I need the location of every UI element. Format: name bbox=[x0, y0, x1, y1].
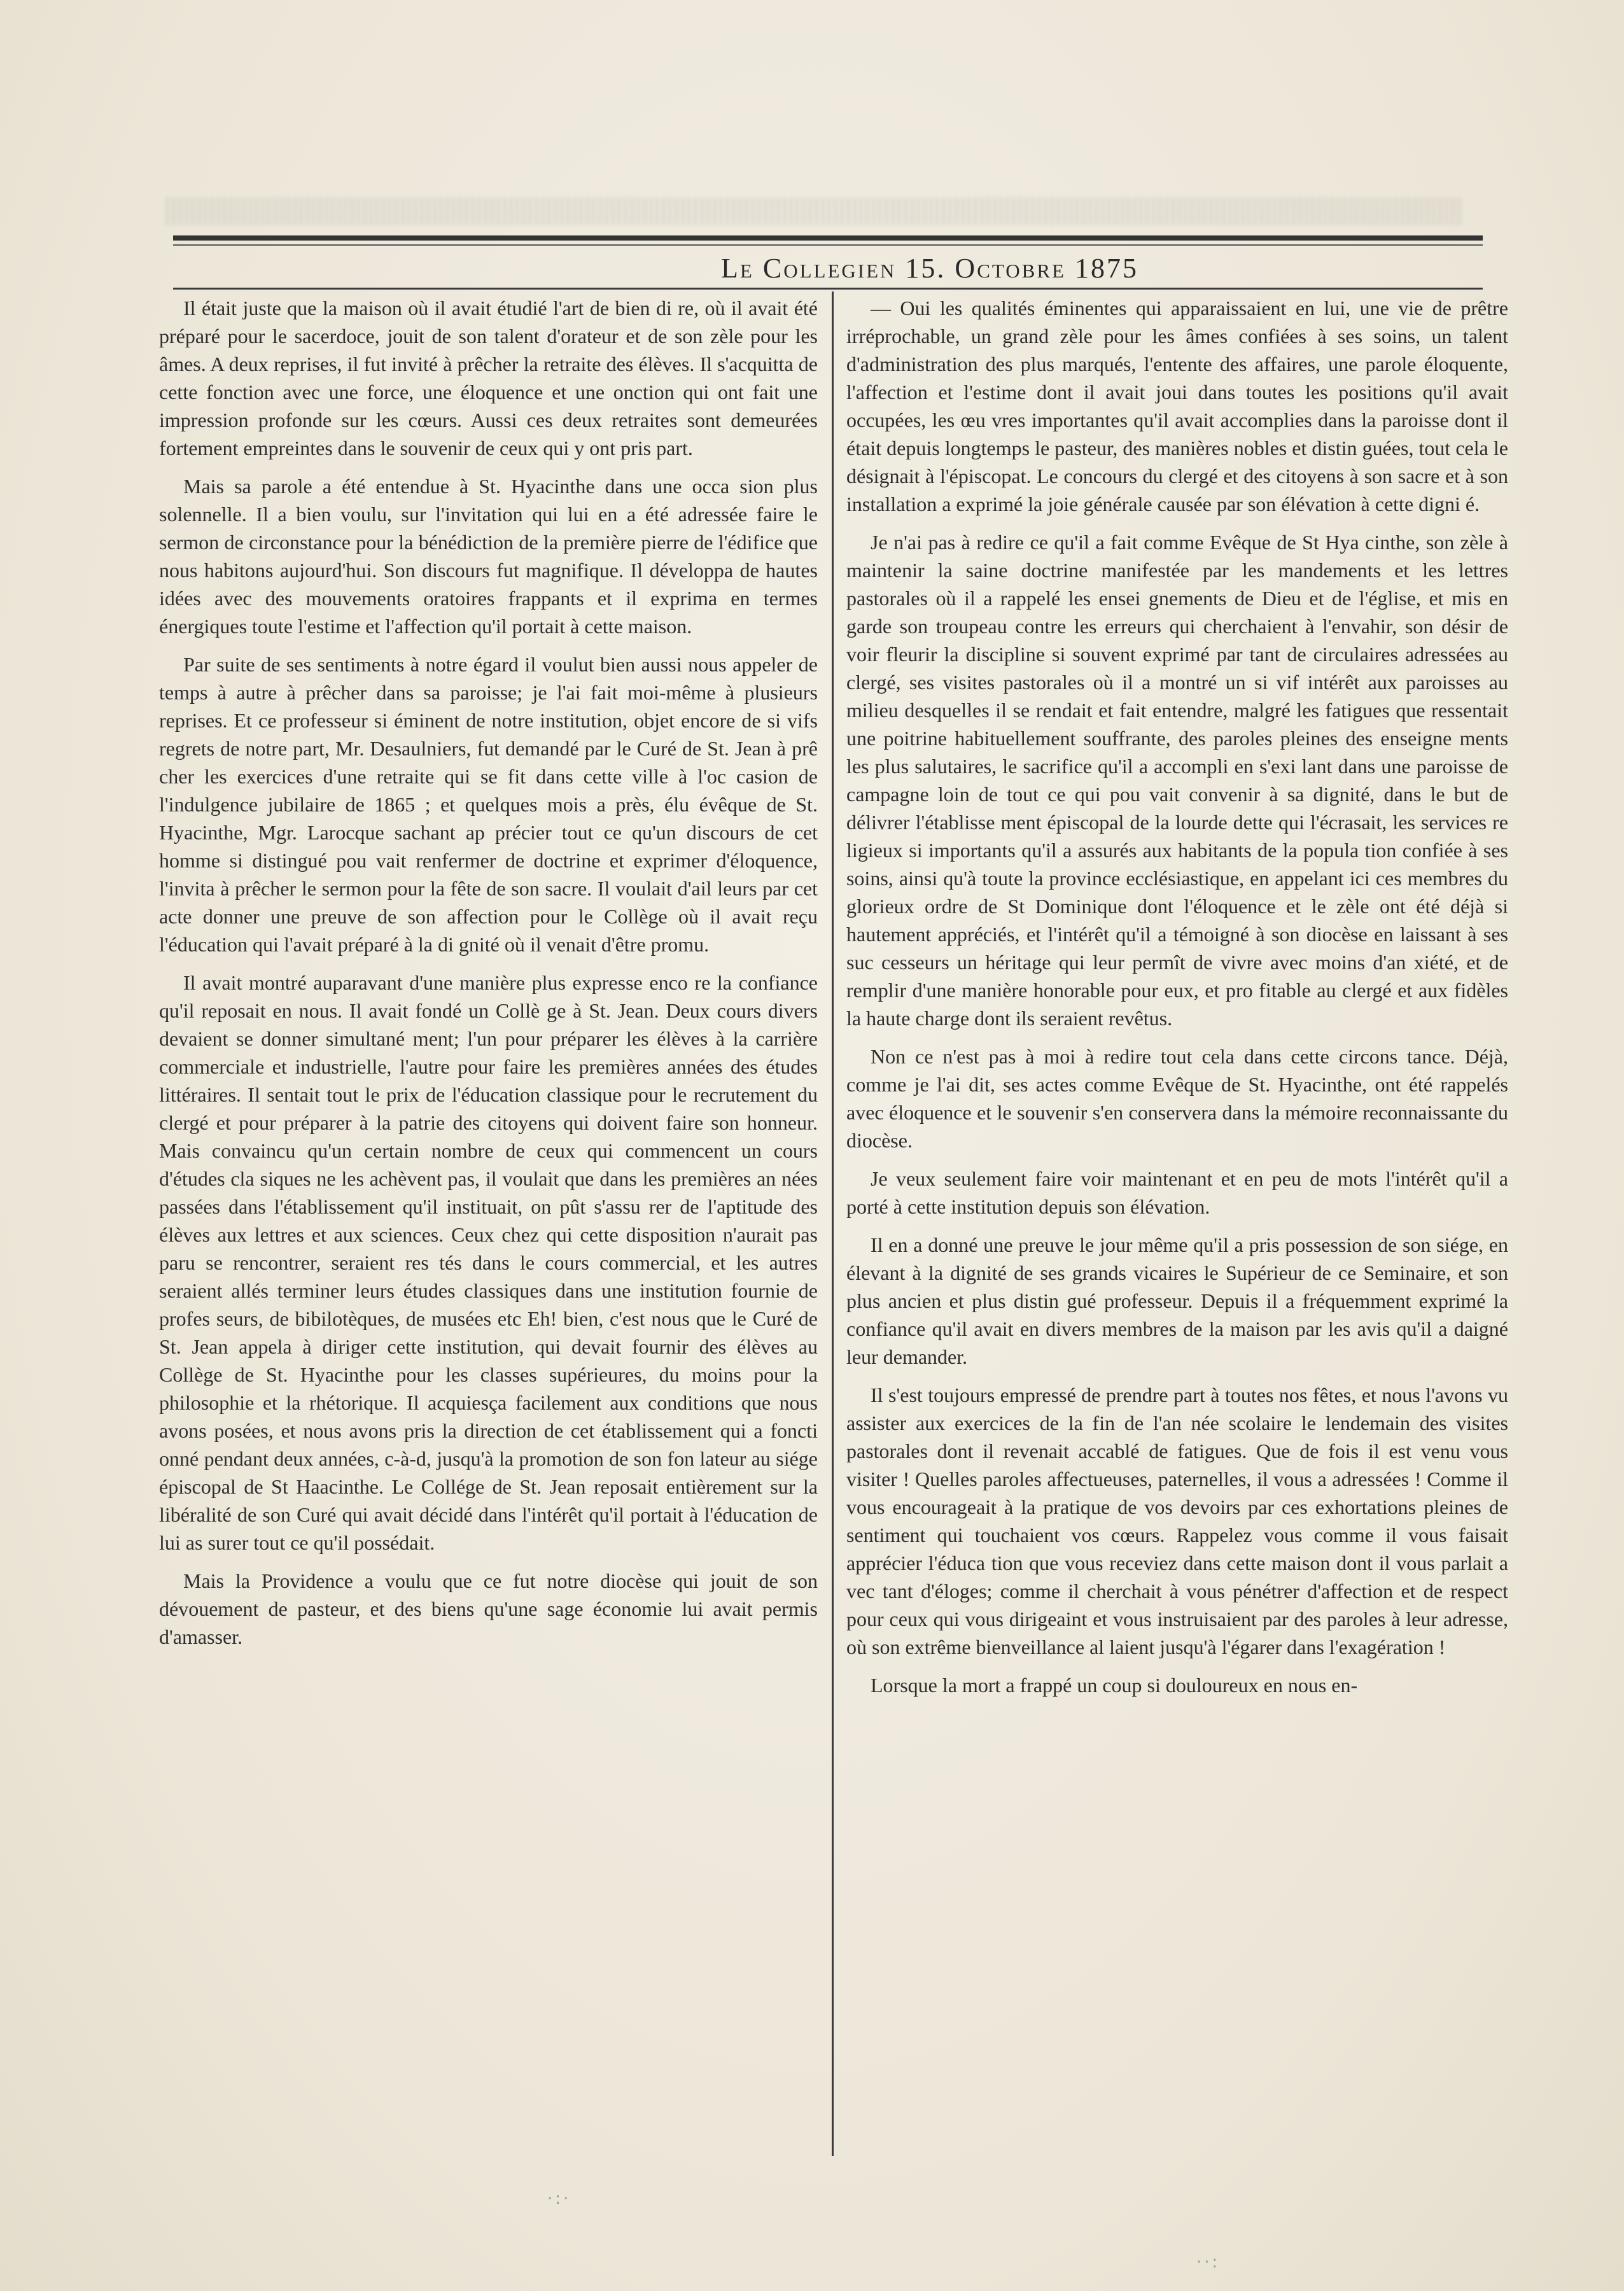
paragraph: Mais la Providence a voulu que ce fut notre diocèse qui jouit de son dévouement de pasteur, et des biens qu'une sage économie lui avait permis d'amasser. bbox=[159, 1569, 818, 1648]
paragraph: Il avait montré auparavant d'une manière plus expresse enco re la confiance qu'il reposait en nous. Il avait fondé un Collè ge à St. Jean. Deux cours divers devaient se donner simultané ment; l'un pour préparer les élèves à la carrière commerciale et industrielle, l'autre pour faire les premières années des études littéraires. Il sentait tout le prix de l'éducation classique pour le recrutement du clergé et pour préparer à la patrie des citoyens qui doivent faire son honneur. Mais convaincu qu'un certain nombre de ceux qui commencent un cours d'études cla siques ne les achèvent pas, il voulait que dans les premières an nées passées dans l'établissement qu'il instituait, on pût s'assu rer de l'aptitude des élèves aux lettres et aux sciences. Ceux chez qui cette disposition n'aurait pas paru se rencontrer, seraient res tés dans le cours commercial, et les autres seraient allés terminer leurs études classiques dans une institution fournie de profes seurs, de bibilotèques, de musées etc Eh! bien, c'est nous que le Curé de St. Jean appela à diriger cette institution, qui devait fournir des élèves au Collège de St. Hyacinthe pour les classes supérieures, du moins pour la philosophie et la rhétorique. Il acquiesça facilement aux conditions que nous avons posées, et nous avons pris la direction de cet établissement qui a foncti onné pendant deux années, c-à-d, jusqu'à la promotion de son fon lateur au siége épiscopal de St Haacinthe. Le Collége de St. Jean reposait entièrement sur la libéralité de son Curé qui avait décidé dans l'intérêt qu'il portait à l'éducation de lui as surer tout ce qu'il possédait. bbox=[159, 971, 818, 1554]
column-divider bbox=[832, 291, 834, 2156]
left-column bbox=[159, 294, 818, 1651]
paragraph: Je n'ai pas à redire ce qu'il a fait comme Evêque de St Hya cinthe, son zèle à maintenir la saine doctrine manifestée par les mandements et les lettres pastorales où il a rappelé les ensei gnements de Dieu et de l'église, et mis en garde son troupeau contre les erreurs qui cherchaient à l'envahir, son désir de voir fleurir la discipline si souvent exprimé par tant de circulaires adressées au clergé, ses visites pastorales où il a montré un si vif intérêt aux paroisses au milieu desquelles il se rendait et fait entendre, malgré les fatigues que ressentait une poitrine habituellement souffrante, des paroles pleines des enseigne ments les plus salutaires, le sacrifice qu'il a accompli en s'exi lant dans une paroisse de campagne loin de tout ce qui pou vait convenir à sa dignité, dans le but de délivrer l'établisse ment épiscopal de la lourde dette qui l'écrasait, les services re ligieux si importants qu'il a assurés aux habitants de la popula tion confiée à ses soins, ainsi qu'à toute la province ecclésiastique, en appelant ici ces membres du glorieux ordre de St Dominique dont l'éloquence et le zèle ont été déjà si hautement appréciés, et l'intérêt qu'il a témoigné à son diocèse en laissant à ses suc cesseurs un héritage qui leur permît de vivre avec moins d'an xiété, et de remplir d'une manière honorable pour eux, et pro fitable au clergé et aux fidèles la haute charge dont ils seraient revêtus. bbox=[846, 531, 1508, 1030]
paragraph: Lorsque la mort a frappé un coup si douloureux en nous en- bbox=[871, 1674, 1358, 1697]
paper-speck: ·:· bbox=[547, 2189, 571, 2208]
masthead-underline bbox=[173, 288, 1483, 290]
paragraph: Mais sa parole a été entendue à St. Hyacinthe dans une occa sion plus solennelle. Il a bien voulu, sur l'invitation qui lui en a été adressée faire le sermon de circonstance pour la bénédiction de la première pierre de l'édifice que nous habitons aujourd'hui. Son discours fut magnifique. Il développa de hautes idées avec des mouvements oratoires frappants et il exprima en termes énergiques toute l'estime et l'affection qu'il portait à cette maison. bbox=[159, 475, 818, 638]
paragraph: — Oui les qualités éminentes qui apparaissaient en lui, une vie de prêtre irréprochable, un grand zèle pour les âmes confiées à ses soins, un talent d'administration des plus marqués, l'entente des affaires, une parole éloquente, l'affection et l'estime dont il avait joui dans toutes les positions qu'il avait occupées, les œu vres importantes qu'il avait accomplies dans la paroisse dont il était depuis longtemps le pasteur, des manières nobles et distin guées, tout cela le désignait à l'épiscopat. Le concours du clergé et des citoyens à son sacre et à son installation a exprimé la joie générale causée par son élévation à cette digni é. bbox=[846, 297, 1508, 515]
masthead-rule-thick bbox=[173, 235, 1483, 241]
paragraph: Je veux seulement faire voir maintenant et en peu de mots l'intérêt qu'il a porté à cette institution depuis son élévation. bbox=[846, 1167, 1508, 1218]
right-column bbox=[846, 294, 1508, 1699]
paragraph: Non ce n'est pas à moi à redire tout cela dans cette circons tance. Déjà, comme je l'ai dit, ses actes comme Evêque de St. Hyacinthe, ont été rappelés avec éloquence et le souvenir s'en conservera dans la mémoire reconnaissante du diocèse. bbox=[846, 1045, 1508, 1152]
paragraph: Il en a donné une preuve le jour même qu'il a pris possession de son siége, en élevant à la dignité de ses grands vicaires le Supérieur de ce Seminaire, et son plus ancien et plus distin gué professeur. Depuis il a fréquemment exprimé la confiance qu'il avait en divers membres de la maison par les avis qu'il a daigné leur demander. bbox=[846, 1233, 1508, 1368]
paragraph: Il était juste que la maison où il avait étudié l'art de bien di re, où il avait été préparé pour le sacerdoce, jouit de son talent d'orateur et de son zèle pour les âmes. A deux reprises, il fut invité à prêcher la retraite des élèves. Il s'acquitta de cette fonction avec une force, une éloquence et une onction qui ont fait une impression profonde sur les cœurs. Aussi ces deux retraites sont demeurées fortement empreintes dans le souvenir de ceux qui y ont pris part. bbox=[159, 297, 818, 459]
masthead bbox=[173, 248, 1483, 286]
masthead-rule-thin bbox=[173, 244, 1483, 246]
masthead-title: Le Collegien 15. Octobre 1875 bbox=[721, 253, 1138, 284]
bleed-through-band bbox=[165, 197, 1464, 225]
paragraph: Il s'est toujours empressé de prendre part à toutes nos fêtes, et nous l'avons vu assister aux exercices de la fin de l'an née scolaire le lendemain des visites pastorales dont il revenait accablé de fatigues. Que de fois il est venu vous visiter ! Quelles paroles affectueuses, paternelles, il vous a adressées ! Comme il vous encourageait à la pratique de vos devoirs par ces exhortations pleines de sentiment qui touchaient vos cœurs. Rappelez vous comme il vous faisait apprécier l'éduca tion que vous receviez dans cette maison dont il vous parlait a vec tant d'éloges; comme il cherchait à vous pénétrer d'affection et de respect pour ceux qui vous dirigeaint et vous instruisaient par des paroles à leur adresse, où son extrême bienveillance al laient jusqu'à l'égarer dans l'exagération ! bbox=[846, 1384, 1508, 1658]
paper-speck: ··: bbox=[1196, 2253, 1221, 2272]
paragraph: Par suite de ses sentiments à notre égard il voulut bien aussi nous appeler de temps à autre à prêcher dans sa paroisse; je l'ai fait moi-même à plusieurs reprises. Et ce professeur si éminent de notre institution, objet encore de si vifs regrets de notre part, Mr. Desaulniers, fut demandé par le Curé de St. Jean à prê cher les exercices d'une retraite qui se fit dans cette ville à l'oc casion de l'indulgence jubilaire de 1865 ; et quelques mois a près, élu évêque de St. Hyacinthe, Mgr. Larocque sachant ap précier tout ce qu'un discours de cet homme si distingué pou vait renfermer de doctrine et exprimer d'éloquence, l'invita à prêcher le sermon pour la fête de son sacre. Il voulait d'ail leurs par cet acte donner une preuve de son affection pour le Collège où il avait reçu l'éducation qui l'avait préparé à la di gnité où il venait d'être promu. bbox=[159, 653, 818, 956]
